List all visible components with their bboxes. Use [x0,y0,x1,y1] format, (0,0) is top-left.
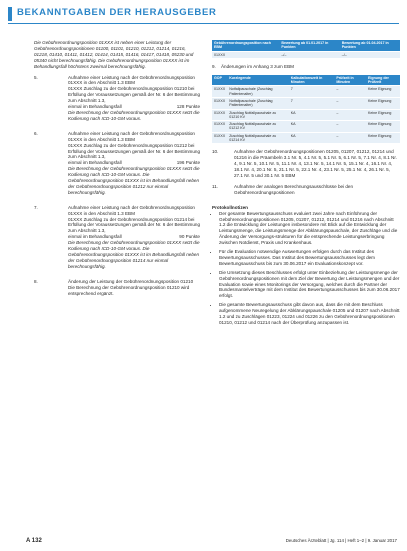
protocol-list [212,211,400,326]
table-cell: Zuschlag Notfallpauschale zu 01214 KV [227,132,289,144]
section-note: Die Berechnung der Gebührenordnungsposition 01XXX setzt die Kodierung nach ICD-10-GM voraus. [68,109,200,121]
section-title: Aufnahme einer Leistung nach der Gebührenordnungsposition 01XXX in den Abschnitt 1.3 EBM [68,130,195,142]
table-cell: – [334,132,366,144]
section-number: 10. [212,149,219,155]
section-number: 8. [34,278,38,284]
section-number: 7. [34,204,38,210]
section-note: Die Berechnung der Gebührenordnungsposition 01XXX setzt die Kodierung nach ICD-10-GM voraus. Die Gebührenordnungsposition 01XXX ist im Behandlungsfall neben der Gebührenordnungsposition 01214 nur einmal berechnungsfähig. [68,240,200,269]
header-divider [8,23,399,24]
code-line: 01XXX Zuschlag zu der Gebührenordnungsposition 01210 bei Erfüllung der Voraussetzungen gemäß der Nr. 6 der Bestimmung zum Abschnitt 1.3, [68,86,201,104]
table-header-row [212,40,400,51]
table-cell: 01XXX [212,132,227,144]
list-item: • Der gesamte Bewertungsausschuss evaluiert zwei Jahre nach Einführung der Gebührenordnungspositionen 01205, 01207, 01212, 01214 und 01216 nach Abschnitt 1.2 die Entwicklung der Leistungen insbesondere mit Blick auf die Entwicklung der Leistungsmenge, die Leistungsmenge der Abklärungspauschale, der Zuschläge und die Änderung der Versorgungs-strukturen für die entsprechende Leistungserbringung zwischen Notdienst, Praxis und Krankenhaus. [219,211,400,246]
table-cell: KA [289,109,335,121]
section-title: Aufnahme einer Leistung nach der Gebührenordnungsposition 01XXX in den Abschnitt 1.3 EBM [68,74,195,86]
table-cell: – [334,109,366,121]
table-cell: Notfallpauschale (Zuschlag Patientenalter) [227,97,289,109]
section-number: 11. [212,183,219,189]
table-header-cell: GOP [212,75,227,86]
section-11 [212,184,400,196]
points-label: einmal im Behandlungsfall [68,104,122,110]
table-cell: –/– [279,51,339,58]
table-cell: 7 [289,86,335,98]
table-cell: Keine Eignung [366,86,400,98]
section-10 [212,149,400,179]
journal-citation: Deutsches Ärzteblatt | Jg. 114 | Heft 1–2 | 9. Januar 2017 [285,538,397,543]
section-text: Aufnahme der analogen Berechnungsausschlüsse bei den Gebührenordnungspositionen [234,183,354,195]
table-row [212,97,400,109]
table-row [212,109,400,121]
table-row [212,121,400,133]
points-value: 128 Punkte [176,104,200,110]
table-row [212,51,400,58]
table-cell: Zuschlag Notfallpauschale zu 01210 KV [227,109,289,121]
table-row [212,86,400,98]
table-cell: Keine Eignung [366,132,400,144]
list-item: • Für die Evaluation notwendige Auswertungen erfolgen durch das Institut des Bewertungsausschusses. Das Institut des Bewertungsausschusses legt dem Bewertungsausschuss bis zum 30.06.2017 ein Evaluationskonzept vor. [219,249,400,267]
table-cell: 01XXX [212,86,227,98]
page-number: A 132 [26,538,42,544]
table-cell: 01XXX [212,121,227,133]
table-cell: 01XXX [212,51,279,58]
section-number: 9. [212,63,216,69]
section-text: Aufnahme der Gebührenordnungspositionen 01205, 01207, 01212, 01214 und 01216 in die Präambeln 3.1 Nr. 5, 4.1 Nr. 5, 5.1 Nr. 5, 6.1 Nr. 5, 7.1 Nr. 4, 8.1 Nr. 4, 9.1 Nr. 5, 10.1 Nr. 5, 11.1 Nr. 4, 13.1 Nr. 5, 14.1 Nr. 5, 15.1 Nr. 4, 16.1 Nr. 4, 18.1 Nr. 4, 20.1 Nr. 5, 21.1 Nr. 5, 22.1 Nr. 4, 23.1 Nr. 5, 25.1 Nr. 4, 26.1 Nr. 5, 27.1 Nr. 5 und 30.1 Nr. 5 EBM [234,149,397,178]
table-cell: – [334,121,366,133]
intro-note: Die Gebührenordnungsposition 01XXX ist neben einer Leistung der Gebührenordnungspositionen 01100, 01101, 01210, 01212, 01214, 01216, 01218, 01410, 01411, 01412, 01414, 01415, 01416, 01417, 01418, 05230 und 05340 nicht berechnungsfähig. Die Gebührenordnungsposition 01XXX ist im Behandlungsfall höchstens zweimal berechnungsfähig. [34,40,194,69]
section-7 [34,205,200,270]
table-cell: 7 [289,97,335,109]
table-cell: Keine Eignung [366,97,400,109]
code-line: Die Berechnung der Gebührenordnungsposition 01210 wird entsprechend ergänzt. [68,284,190,296]
table-header-cell: Bewertung ab 01.04.2017 in Punkten [340,40,400,51]
protocol-heading: Protokollnotizen [212,204,248,210]
section-title: Aufnahme einer Leistung nach der Gebührenordnungsposition 01XXX in den Abschnitt 1.3 EBM [68,204,195,216]
table-cell: KA [289,132,335,144]
points-table [212,40,400,59]
table-row [212,132,400,144]
points-label: einmal im Behandlungsfall [68,234,122,240]
code-line: 01XXX Zuschlag zu der Gebührenordnungsposition 01212 bei Erfüllung der Voraussetzungen gemäß der Nr. 6 der Bestimmung zum Abschnitt 1.3, [68,142,201,160]
section-9-heading [212,64,400,70]
section-title: Änderungen im Anhang 3 zum EBM [220,63,294,69]
code-line: 01XXX Zuschlag zu der Gebührenordnungsposition 01214 bei Erfüllung der Voraussetzungen gemäß der Nr. 6 der Bestimmung zum Abschnitt 1.3, [68,216,201,234]
section-note: Die Berechnung der Gebührenordnungsposition 01XXX setzt die Kodierung nach ICD-10-GM voraus. Die Gebührenordnungsposition 01XXX ist im Behandlungsfall neben der Gebührenordnungsposition 01212 nur einmal berechnungsfähig. [68,166,200,195]
table-cell: 01XXX [212,109,227,121]
appendix-table [212,75,400,145]
table-header-cell: Eignung der Prüfzeit [366,75,400,86]
table-cell: KA [289,121,335,133]
table-cell: – [334,97,366,109]
left-column [34,40,200,305]
section-6 [34,131,200,196]
table-cell: Notfallpauschale (Zuschlag Patientenalter) [227,86,289,98]
section-5 [34,75,200,122]
points-value: 196 Punkte [176,160,200,166]
list-item: • Die gesamte Bewertungsausschuss gibt davon aus, dass die mit dem Beschluss aufgenommene Neuregelung der Abklärungspauschale 01205 und 01207 nach Abschnitt 1.2 und zu Zuschlägen 01223, 01224 und 01226 zu den Gebührenordnungspositionen 01210, 01212 und 01214 nach der Überprüfung anzupassen ist. [219,302,400,326]
points-value: 90 Punkte [179,234,200,240]
table-header-cell: Kalkulationszeit in Minuten [289,75,335,86]
section-number: 6. [34,130,38,136]
table-cell: – [334,86,366,98]
section-8 [34,279,200,297]
table-cell: –/– [340,51,400,58]
table-header-cell: Prüfzeit in Minuten [334,75,366,86]
table-cell: Keine Eignung [366,109,400,121]
section-title: Änderung der Leistung der Gebührenordnungsposition 01210 [68,278,194,284]
header-accent-bar [8,7,12,21]
list-item: • Die Umsetzung dieses Beschlusses erfolgt unter Einbeziehung der Leistungsmenge der Gebührenordnungspositionen mit dem Ziel der Bewertung der Leistungsmengen und der Evaluation sowie eines Monitorings der Versorgung, welches durch die Partner der Bundesmantelverträge mit dem Institut des Bewertungsausschusses bis zum 30.06.2017 erfolgt. [219,270,400,300]
table-cell: Keine Eignung [366,121,400,133]
right-column [212,40,400,329]
page-header: BEKANNTGABEN DER HERAUSGEBER [17,7,217,18]
table-cell: 01XXX [212,97,227,109]
table-cell: Zuschlag Notfallpauschale zu 01212 KV [227,121,289,133]
table-header-cell: Gebührenordnungsposition nach EBM [212,40,279,51]
points-label: einmal im Behandlungsfall [68,160,122,166]
section-number: 5. [34,74,38,80]
table-header-cell: Kurzlegende [227,75,289,86]
table-header-cell: Bewertung ab 01.01.2017 in Punkten [279,40,339,51]
table-header-row [212,75,400,86]
